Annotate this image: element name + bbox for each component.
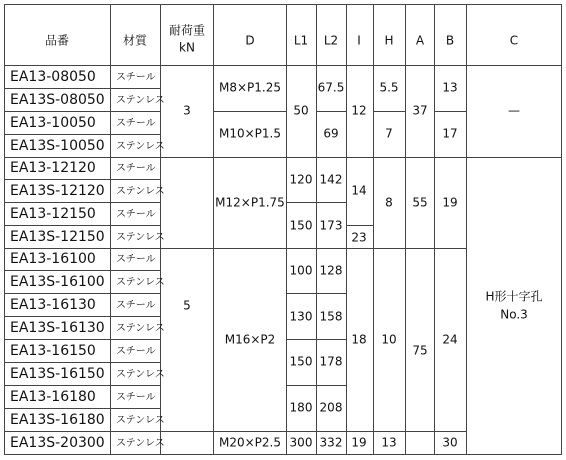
header-c: C <box>509 33 519 48</box>
l2-value: 208 <box>319 400 343 415</box>
part-code: EA13-12150 <box>10 206 96 222</box>
l1-value: 50 <box>293 103 309 118</box>
l1-value: 120 <box>289 172 313 187</box>
part-code: EA13S-16130 <box>10 320 105 336</box>
c-value: H形十字孔 <box>485 289 543 304</box>
header-a: A <box>415 33 425 48</box>
d-value: M12×P1.75 <box>215 195 285 210</box>
i-value: 23 <box>351 230 367 245</box>
part-code: EA13-16180 <box>10 389 96 405</box>
part-code: EA13-08050 <box>10 69 96 85</box>
material: スチール <box>116 300 156 311</box>
d-value: M16×P2 <box>224 332 276 347</box>
part-code: EA13S-16150 <box>10 366 105 382</box>
header-l1: L1 <box>293 33 309 48</box>
l1-value: 130 <box>289 309 313 324</box>
material: ステンレス <box>116 232 165 243</box>
material: ステンレス <box>116 186 165 197</box>
a-value: 55 <box>412 195 428 210</box>
material: スチール <box>116 118 156 129</box>
part-code: EA13S-20300 <box>10 435 105 451</box>
b-value: 13 <box>442 80 458 95</box>
part-code: EA13S-16180 <box>10 412 105 428</box>
l1-value: 150 <box>289 218 313 233</box>
material: ステンレス <box>116 277 165 288</box>
l2-value: 67.5 <box>317 80 345 95</box>
header-part-no: 品番 <box>44 33 70 48</box>
c-value: No.3 <box>500 307 528 322</box>
i-value: 19 <box>351 435 367 450</box>
header-l2: L2 <box>323 33 339 48</box>
l2-value: 178 <box>319 354 343 369</box>
d-value: M10×P1.5 <box>219 126 281 141</box>
header-material: 材質 <box>122 33 148 48</box>
spec-table <box>4 4 562 455</box>
material: ステンレス <box>116 141 165 152</box>
b-value: 17 <box>442 126 458 141</box>
h-value: 13 <box>381 435 397 450</box>
part-code: EA13S-16100 <box>10 274 105 290</box>
part-code: EA13-16100 <box>10 251 96 267</box>
l1-value: 100 <box>289 263 313 278</box>
material: ステンレス <box>116 95 165 106</box>
part-code: EA13-16130 <box>10 297 96 313</box>
material: スチール <box>116 72 156 83</box>
l2-value: 142 <box>319 172 343 187</box>
part-code: EA13-16150 <box>10 343 96 359</box>
d-value: M20×P2.5 <box>219 435 281 450</box>
part-code: EA13S-12120 <box>10 183 105 199</box>
header-d: D <box>245 33 255 48</box>
material: スチール <box>116 209 156 220</box>
load-value: 5 <box>183 298 191 313</box>
a-value: 75 <box>412 343 428 358</box>
i-value: 18 <box>351 332 367 347</box>
header-h: H <box>384 33 394 48</box>
header-b: B <box>445 33 455 48</box>
l2-value: 173 <box>319 218 343 233</box>
l1-value: 300 <box>289 435 313 450</box>
part-code: EA13S-10050 <box>10 138 105 154</box>
material: ステンレス <box>116 323 165 334</box>
part-code: EA13S-08050 <box>10 92 105 108</box>
table-header <box>45 23 518 55</box>
material: ステンレス <box>116 415 165 426</box>
header-load-unit: kN <box>179 40 195 55</box>
material: ステンレス <box>116 369 165 380</box>
l2-value: 69 <box>323 126 339 141</box>
l1-value: 180 <box>289 400 313 415</box>
part-code: EA13-12120 <box>10 160 96 176</box>
material: スチール <box>116 392 156 403</box>
l1-value: 150 <box>289 354 313 369</box>
l2-value: 158 <box>319 309 343 324</box>
value-cells <box>183 81 542 450</box>
b-value: 24 <box>442 332 458 347</box>
load-value: 3 <box>183 103 191 118</box>
material: スチール <box>116 346 156 357</box>
b-value: 19 <box>442 195 458 210</box>
material: スチール <box>116 163 156 174</box>
d-value: M8×P1.25 <box>219 80 281 95</box>
part-code: EA13S-12150 <box>10 229 105 245</box>
b-value: 30 <box>442 435 458 450</box>
c-value: — <box>508 103 520 118</box>
h-value: 8 <box>385 195 393 210</box>
material: スチール <box>116 254 156 265</box>
part-code: EA13-10050 <box>10 115 96 131</box>
i-value: 14 <box>351 183 367 198</box>
material: ステンレス <box>116 438 165 449</box>
h-value: 5.5 <box>379 80 399 95</box>
h-value: 10 <box>381 332 397 347</box>
part-rows <box>10 69 165 451</box>
i-value: 12 <box>351 103 367 118</box>
header-i: I <box>357 33 361 48</box>
l2-value: 128 <box>319 263 343 278</box>
h-value: 7 <box>385 126 393 141</box>
a-value: 37 <box>412 103 428 118</box>
header-load: 耐荷重 <box>168 23 206 38</box>
l2-value: 332 <box>319 435 343 450</box>
